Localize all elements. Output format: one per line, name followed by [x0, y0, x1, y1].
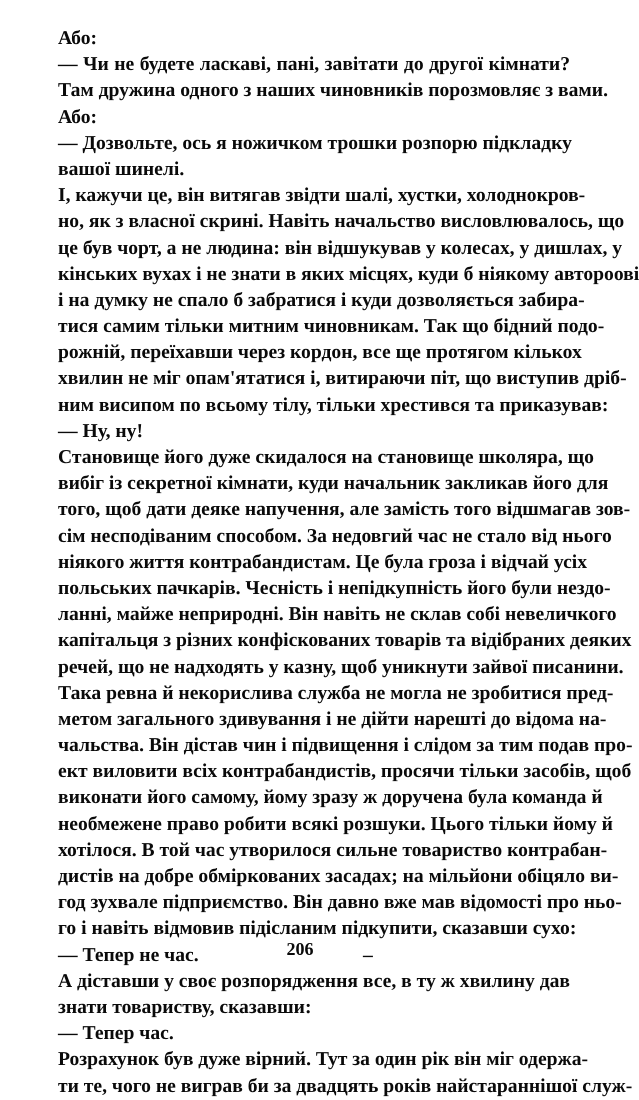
text-line: ніякого життя контрабандистам. Це була гроза і відчай усіх	[58, 551, 588, 573]
text-line: Там дружина одного з наших чиновників порозмовляє з вами.	[58, 80, 608, 102]
text-line: капітальця з різних конфіскованих товарів та відібраних деяких	[58, 630, 632, 652]
text-line: знати товариству, сказавши:	[58, 996, 312, 1018]
text-line: А діставши у своє розпорядження все, в ту ж хвилину дав	[58, 970, 570, 992]
page-number: 206	[286, 939, 314, 959]
text-line: — Ну, ну!	[58, 420, 143, 442]
text-line: Становище його дуже скидалося на становище школяра, що	[58, 447, 594, 468]
text-line: год зухвале підприємство. Він давно вже мав відомості про ньо-	[58, 892, 622, 914]
text-line: це був чорт, а не людина: він відшукував у колесах, у дишлах, у	[58, 237, 623, 259]
text-line: Або:	[58, 106, 98, 128]
text-line: — Дозвольте, ось я ножичком трошки розпорю підкладку	[58, 132, 572, 154]
text-line: того, щоб дати деяке напучення, але замість того відшмагав зов-	[58, 499, 631, 521]
text-line: необмежене право робити всякі розшуки. Цього тільки йому й	[58, 813, 613, 835]
text-line: ект виловити всіх контрабандистів, просячи тільки засобів, щоб	[58, 761, 632, 783]
text-line: рожній, переїхавши через кордон, все ще протягом кількох	[58, 342, 582, 364]
text-line-content: — Тепер не час.	[58, 944, 199, 966]
text-line: сім несподіваним способом. За недовгий час не стало від нього	[58, 525, 612, 547]
text-line: тися самим тільки митним чиновникам. Так що бідний подо-	[58, 316, 605, 338]
text-line: дистів на добре обміркованих засадах; на мільйони обіцяло ви-	[58, 866, 619, 887]
text-line: ним висипом по всьому тілу, тільки хрестився та приказував:	[58, 394, 609, 416]
text-line: і на думку не спало б забратися і куди дозволяється забира-	[58, 289, 585, 311]
text-line: речей, що не надходять у казну, щоб уникнути зайвої писанини.	[58, 656, 624, 678]
text-line: Або:	[58, 28, 98, 49]
text-line: І, кажучи це, він витягав звідти шалі, хустки, холоднокров-	[58, 185, 586, 207]
stray-dash-mark: –	[363, 944, 373, 966]
text-line: метом загального здивування і не дійти нарешті до відома на-	[58, 708, 607, 730]
text-line: кінських вухах і не знати в яких місцях, куди б ніякому автороові	[58, 263, 639, 285]
text-line: — Тепер час.	[58, 1023, 174, 1045]
text-line: — Чи не будете ласкаві, пані, завітати до другої кімнати?	[58, 54, 570, 76]
text-line: чальства. Він дістав чин і підвищення і слідом за тим подав про-	[58, 735, 633, 757]
text-line: го і навіть відмовив підісланим підкупити, сказавши сухо:	[58, 918, 577, 940]
text-line: но, як з власної скрині. Навіть начальство висловлювалось, що	[58, 211, 625, 233]
text-line: ланні, майже неприродні. Він навіть не склав собі невеличкого	[58, 604, 617, 626]
text-line: виконати його самому, йому зразу ж доручена була команда й	[58, 787, 603, 809]
text-line: вашої шинелі.	[58, 158, 185, 180]
text-line: вибіг із секретної кімнати, куди начальник закликав його для	[58, 473, 609, 495]
text-line: Така ревна й некорислива служба не могла не зробитися пред-	[58, 682, 614, 704]
text-line: польських пачкарів. Чесність і непідкупність його були нездо-	[58, 577, 611, 599]
text-line: хотілося. В той час утворилося сильне товариство контрабан-	[58, 839, 608, 861]
text-line: ти те, чого не виграв би за двадцять років найстараннішої служ-	[58, 1075, 633, 1097]
text-line: хвилин не міг опам'ятатися і, витираючи піт, що виступив дріб-	[58, 368, 627, 390]
text-line: Розрахунок був дуже вірний. Тут за один рік він міг одержа-	[58, 1049, 589, 1071]
